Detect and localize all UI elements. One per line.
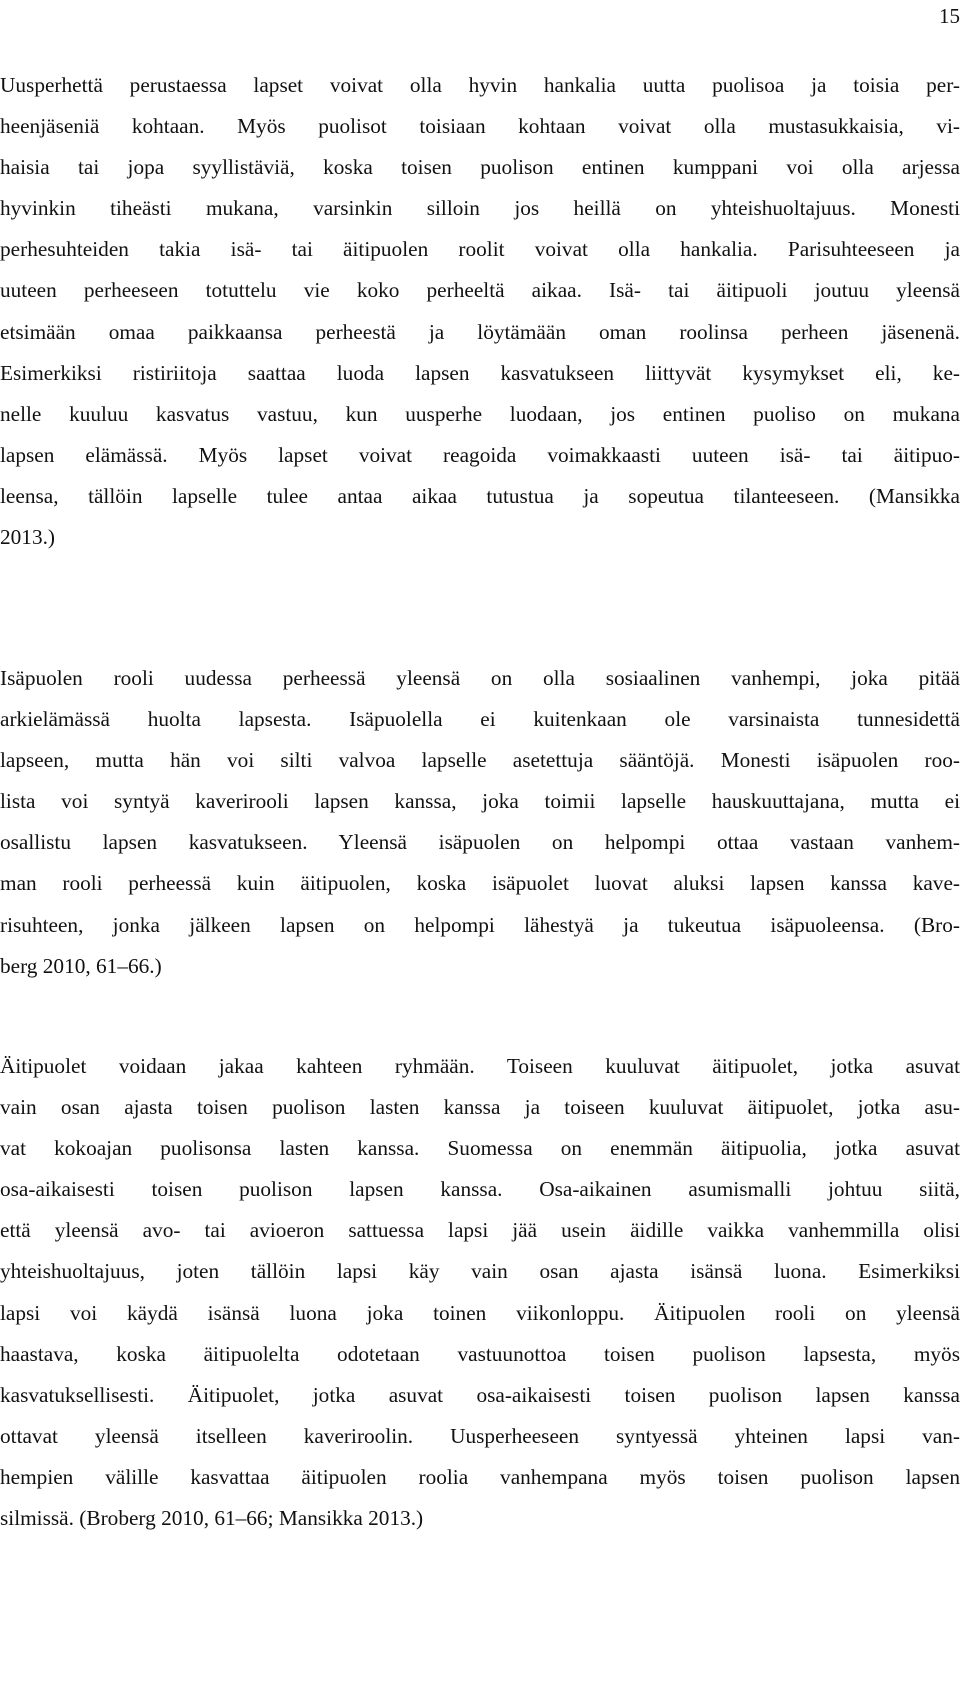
text-line: lapseen, mutta hän voi silti valvoa lapselle asetettuja sääntöjä. Monesti isäpuolen roo- [0,748,960,773]
text-line: Äitipuolet voidaan jakaa kahteen ryhmään. Toiseen kuuluvat äitipuolet, jotka asuvat [0,1054,960,1078]
paragraph-aitipuoli-groups [0,1046,960,1539]
text-line: heenjäseniä kohtaan. Myös puolisot toisiaan kohtaan voivat olla mustasukkaisia, vi- [0,114,960,139]
text-line: man rooli perheessä kuin äitipuolen, koska isäpuolet luovat aluksi lapsen kanssa kave- [0,871,960,896]
text-line: osa-aikaisesti toisen puolison lapsen kanssa. Osa-aikainen asumismalli johtuu siitä, [0,1177,960,1202]
text-line: haastava, koska äitipuolelta odotetaan vastuunottoa toisen puolison lapsesta, myös [0,1341,960,1366]
text-line: vain osan ajasta toisen puolison lasten kanssa ja toiseen kuuluvat äitipuolet, jotka asu- [0,1095,960,1120]
text-line: vat kokoajan puolisonsa lasten kanssa. Suomessa on enemmän äitipuolia, jotka asuvat [0,1136,960,1161]
text-line: yhteishuoltajuus, joten tällöin lapsi käy vain osan ajasta isänsä luona. Esimerkiksi [0,1259,960,1284]
text-line: Isäpuolen rooli uudessa perheessä yleensä on olla sosiaalinen vanhempi, joka pitää [0,666,960,690]
text-line: lapsi voi käydä isänsä luona joka toinen viikonloppu. Äitipuolen rooli on yleensä [0,1300,960,1325]
text-line: silmissä. (Broberg 2010, 61–66; Mansikka 2013.) [0,1506,424,1531]
text-line: hempien välille kasvattaa äitipuolen roolia vanhempana myös toisen puolison lapsen [0,1464,960,1489]
text-line: Esimerkiksi ristiriitoja saattaa luoda lapsen kasvatukseen liittyvät kysymykset eli, ke- [0,360,960,385]
text-line: osallistu lapsen kasvatukseen. Yleensä isäpuolen on helpompi ottaa vastaan vanhem- [0,830,960,855]
page-number: 15 [939,4,960,28]
text-line: nelle kuuluu kasvatus vastuu, kun uusperhe luodaan, jos entinen puoliso on mukana [0,401,960,426]
text-line: leensa, tällöin lapselle tulee antaa aikaa tutustua ja sopeutua tilanteeseen. (Mansikka [0,483,960,508]
text-line: että yleensä avo- tai avioeron sattuessa lapsi jää usein äidille vaikka vanhemmilla olisi [0,1218,960,1243]
text-line: lapsen elämässä. Myös lapset voivat reagoida voimakkaasti uuteen isä- tai äitipuo- [0,442,960,467]
text-line: arkielämässä huolta lapsesta. Isäpuolella ei kuitenkaan ole varsinaista tunnesidettä [0,707,960,732]
paragraph-uusperhe-challenges [0,65,960,558]
text-line: Uusperhettä perustaessa lapset voivat olla hyvin hankalia uutta puolisoa ja toisia per- [0,73,960,97]
text-line: uuteen perheeseen totuttelu vie koko perheeltä aikaa. Isä- tai äitipuoli joutuu yleensä [0,278,960,303]
text-line: kasvatuksellisesti. Äitipuolet, jotka asuvat osa-aikaisesti toisen puolison lapsen kanssa [0,1382,960,1407]
text-line: hyvinkin tiheästi mukana, varsinkin silloin jos heillä on yhteishuoltajuus. Monesti [0,196,960,221]
text-line: risuhteen, jonka jälkeen lapsen on helpompi lähestyä ja tukeutua isäpuoleensa. (Bro- [0,912,960,937]
text-line: haisia tai jopa syyllistäviä, koska toisen puolison entinen kumppani voi olla arjessa [0,155,960,180]
text-line: lista voi syntyä kaverirooli lapsen kanssa, joka toimii lapselle hauskuuttajana, mutta ei [0,789,960,814]
text-line: ottavat yleensä itselleen kaveriroolin. Uusperheeseen syntyessä yhteinen lapsi van- [0,1423,960,1448]
text-line: perhesuhteiden takia isä- tai äitipuolen roolit voivat olla hankalia. Parisuhteeseen ja [0,237,960,262]
text-line: berg 2010, 61–66.) [0,953,162,978]
paragraph-isapuoli-role [0,658,960,987]
text-line: etsimään omaa paikkaansa perheestä ja löytämään oman roolinsa perheen jäsenenä. [0,319,960,344]
text-line: 2013.) [0,525,56,550]
